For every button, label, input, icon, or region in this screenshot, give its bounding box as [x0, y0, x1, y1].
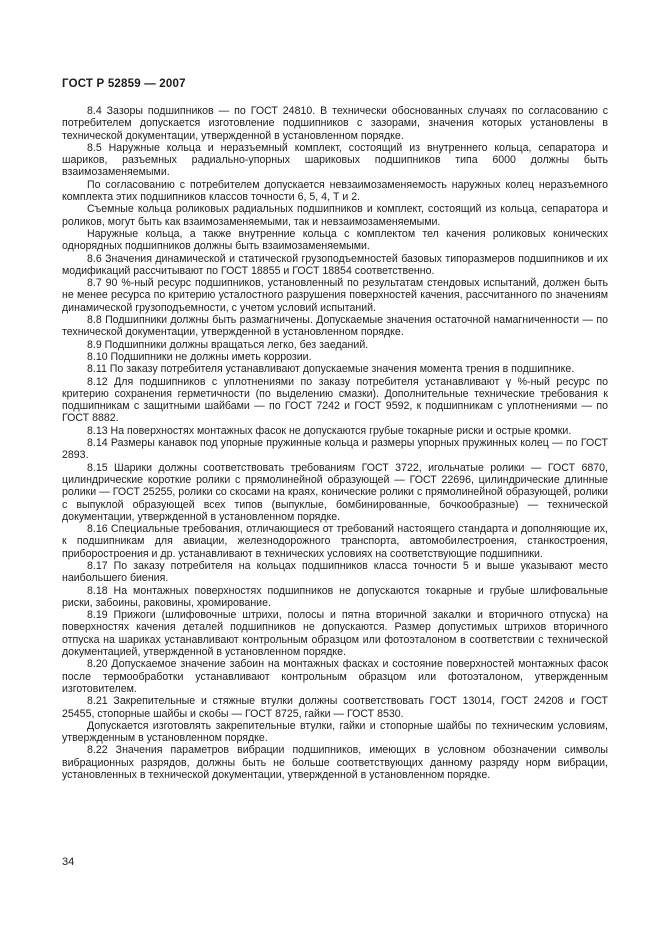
paragraph: Съемные кольца роликовых радиальных подшипников и комплект, состоящий из кольца, сепаратора и роликов, могут быть как взаимозаменяемыми, так и невзаимозаменяемыми. — [62, 203, 608, 228]
paragraph: 8.21 Закрепительные и стяжные втулки должны соответствовать ГОСТ 13014, ГОСТ 24208 и ГОСТ 25455, стопорные шайбы и скобы — ГОСТ 8725, гайки — ГОСТ 8530. — [62, 695, 608, 720]
paragraph: 8.7 90 %-ный ресурс подшипников, установленный по результатам стендовых испытаний, должен быть не менее ресурса по критерию усталостного разрушения поверхностей качения, рассчитанного по значениям динамической грузоподъемности, с учетом условий испытаний. — [62, 277, 608, 314]
paragraph: 8.10 Подшипники не должны иметь коррозии. — [87, 350, 312, 363]
paragraph: 8.18 На монтажных поверхностях подшипников не допускаются токарные и грубые шлифовальные риски, забоины, раковины, хромирование. — [62, 584, 608, 609]
page-number: 34 — [62, 856, 75, 868]
paragraph: 8.4 Зазоры подшипников — по ГОСТ 24810. В технически обоснованных случаях по согласованию с потребителем допускается изготовление подшипников с зазорами, значения которых установлены в технической документации, утвержденной в установленном порядке. — [62, 105, 608, 142]
paragraph: 8.5 Наружные кольца и неразъемный комплект, состоящий из внутреннего кольца, сепаратора и шариков, разъемных радиально-упорных шариковых подшипников типа 6000 должны быть взаимозаменяемыми. — [62, 141, 608, 179]
document-body — [62, 105, 608, 781]
paragraph: 8.22 Значения параметров вибрации подшипников, имеющих в условном обозначении символы вибрационных разрядов, должны быть не больше соответствующих данному разряду норм вибрации, установленных в технической документации, утвержденной в установленном порядке. — [62, 744, 608, 782]
paragraph: По согласованию с потребителем допускается невзаимозаменяемость наружных колец неразъемного комплекта этих подшипников классов точности 6, 5, 4, Т и 2. — [62, 178, 608, 204]
paragraph: Допускается изготовлять закрепительные втулки, гайки и стопорные шайбы по техническим условиям, утвержденным в установленном порядке. — [62, 719, 608, 745]
paragraph: 8.12 Для подшипников с уплотнениями по заказу потребителя устанавливают γ %-ный ресурс по критерию сохранения герметичности (по выделению смазки). Дополнительные технические требования к подшипникам с защитными шайбами — по ГОСТ 7242 и ГОСТ 9592, к подшипникам с уплотнениями — по ГОСТ 8882. — [62, 375, 608, 425]
paragraph: 8.17 По заказу потребителя на кольцах подшипников класса точности 5 и выше указывают место наибольшего биения. — [62, 559, 608, 585]
document-title: ГОСТ Р 52859 — 2007 — [62, 78, 186, 90]
paragraph: 8.9 Подшипники должны вращаться легко, без заеданий. — [87, 338, 369, 351]
paragraph: 8.13 На поверхностях монтажных фасок не допускаются грубые токарные риски и острые кромки. — [87, 424, 572, 437]
paragraph: 8.15 Шарики должны соответствовать требованиям ГОСТ 3722, игольчатые ролики — ГОСТ 6870, цилиндрические короткие ролики с прямолинейной образующей — ГОСТ 22696, цилиндрические длинные ролики — ГОСТ 25255, ролики со скосами на краях, конические ролики с прямолинейной образующей, ролики с выпуклой образующей всех типов (выпуклые, бомбинированные, бочкообразные) — технической документации, утвержденной в установленном порядке. — [62, 461, 608, 523]
paragraph: 8.6 Значения динамической и статической грузоподъемностей базовых типоразмеров подшипников и их модификаций рассчитывают по ГОСТ 18855 и ГОСТ 18854 соответственно. — [62, 252, 608, 277]
paragraph: Наружные кольца, а также внутренние кольца с комплектом тел качения роликовых конических однорядных подшипников должны быть взаимозаменяемыми. — [62, 227, 608, 253]
paragraph: 8.8 Подшипники должны быть размагничены. Допускаемые значения остаточной намагниченности — по технической документации, утвержденной в установленном порядке. — [62, 314, 608, 339]
paragraph: 8.16 Специальные требования, отличающиеся от требований настоящего стандарта и дополняющие их, к подшипникам для авиации, железнодорожного транспорта, автомобилестроения, станкостроения, приборостроения и др. устанавливают в технических условиях на соответствующие подшипники. — [62, 523, 608, 560]
paragraph: 8.14 Размеры канавок под упорные пружинные кольца и размеры упорных пружинных колец — по ГОСТ 2893. — [62, 437, 608, 462]
paragraph: 8.11 По заказу потребителя устанавливают допускаемые значения момента трения в подшипнике. — [87, 363, 575, 376]
paragraph: 8.20 Допускаемое значение забоин на монтажных фасках и состояние поверхностей монтажных фасок после термообработки устанавливают контрольным образцом или фотоэталоном, утвержденным изготовителем. — [62, 658, 608, 695]
paragraph: 8.19 Прижоги (шлифовочные штрихи, полосы и пятна вторичной закалки и вторичного отпуска) на поверхностях качения деталей подшипников не допускаются. Размер допустимых штрихов вторичного отпуска на шариках устанавливают контрольным образцом или фотоэталоном в соответствии с технической документацией, утвержденной в установленном порядке. — [62, 609, 608, 659]
